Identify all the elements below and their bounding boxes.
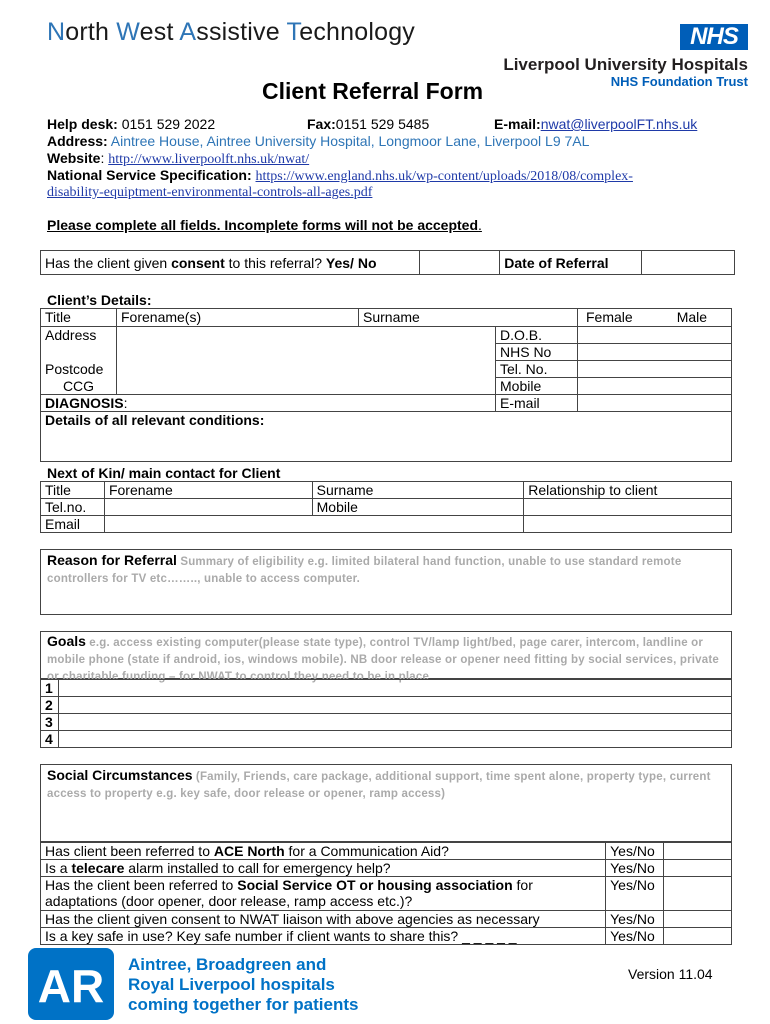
question-pre: Has the client given consent to NWAT liaison with above agencies as necessary [45, 911, 540, 927]
trust-name: Liverpool University Hospitals [503, 55, 748, 74]
goals-box [40, 631, 732, 683]
fax-value: 0151 529 5485 [335, 116, 430, 132]
question-answer[interactable]: Yes/No [606, 928, 664, 945]
goal-field[interactable] [59, 680, 732, 697]
spec-link-cont[interactable]: disability-equiptment-environmental-controls-all-ages.pdf [47, 185, 373, 200]
website-link[interactable]: http://www.liverpoolft.nhs.uk/nwat/ [108, 152, 310, 167]
question-text [41, 877, 606, 911]
kin-title-label: Title [41, 482, 105, 499]
client-email-label: E-mail [496, 395, 578, 412]
question-pre: Is a key safe in use? Key safe number if client wants to share this? _ _ _ _ _ [45, 928, 517, 944]
question-post: alarm installed to call for emergency help? [124, 860, 391, 876]
version-label: Version 11.04 [628, 966, 713, 982]
goal-number: 1 [41, 680, 59, 697]
consent-table [40, 250, 735, 275]
client-gender-cell[interactable] [578, 309, 732, 327]
title-text: orth [65, 18, 117, 46]
goals-hint: e.g. access existing computer(please state type), control TV/lamp light/bed, page carer, intercom, landline or mobile phone (state if android, ios, windows mobile). NB door release or opener need fitting by social services, private or charitable funding – for NWAT to control they need to be in place [47, 637, 719, 683]
address-value: Aintree House, Aintree University Hospital, Longmoor Lane, Liverpool L9 7AL [107, 133, 590, 149]
consent-question [41, 251, 420, 275]
logo-line: coming together for patients [128, 995, 359, 1014]
kin-email-field[interactable] [104, 516, 523, 533]
questions-table [40, 842, 732, 945]
form-title: Client Referral Form [262, 78, 484, 104]
goal-number: 3 [41, 714, 59, 731]
title-letter: A [179, 18, 197, 46]
consent-yes-no[interactable]: Yes/ No [325, 255, 377, 271]
question-pre: Is a [45, 860, 72, 876]
client-postcode-label: Postcode [41, 361, 117, 378]
address-label: Address: [47, 133, 108, 149]
question-text [41, 928, 606, 945]
consent-bold: consent [171, 255, 225, 271]
logo-line: Royal Liverpool hospitals [128, 975, 335, 994]
question-field[interactable] [664, 911, 732, 928]
dob-label: D.O.B. [496, 327, 578, 344]
address-line [47, 133, 589, 149]
social-title: Social Circumstances [47, 767, 193, 783]
logo-line: Aintree, Broadgreen and [128, 955, 327, 974]
client-heading: Client’s Details: [47, 292, 152, 308]
reason-title: Reason for Referral [47, 552, 177, 568]
dob-field[interactable] [578, 327, 732, 344]
ar-logo-icon [28, 948, 114, 1020]
goal-number: 2 [41, 697, 59, 714]
question-field[interactable] [664, 877, 732, 911]
conditions-label: Details of all relevant conditions: [45, 412, 265, 428]
question-pre: Has the client been referred to [45, 877, 238, 893]
question-post: for adaptations (door opener, door release, ramp access etc.)? [45, 877, 533, 909]
question-answer[interactable]: Yes/No [606, 911, 664, 928]
spacer-cell [41, 344, 117, 361]
helpdesk-line [47, 116, 215, 132]
question-field[interactable] [664, 928, 732, 945]
reason-hint: Summary of eligibility e.g. limited bilateral hand function, unable to use standard remote controllers for TV etc…….., unable to access computer. [47, 556, 682, 585]
instruction-text: Please complete all fields. Incomplete forms will not be accepted [47, 217, 479, 233]
question-answer[interactable]: Yes/No [606, 877, 664, 911]
question-bold: Social Service OT or housing association [237, 877, 513, 893]
kin-extra-field[interactable] [524, 516, 732, 533]
website-label: Website [47, 150, 101, 166]
organisation-title [47, 18, 415, 47]
email-label: E-mail: [494, 116, 541, 132]
kin-mobile-label[interactable]: Mobile [312, 499, 524, 516]
goals-title: Goals [47, 633, 86, 649]
goal-field[interactable] [59, 697, 732, 714]
question-answer[interactable]: Yes/No [606, 860, 664, 877]
kin-email-label: Email [41, 516, 105, 533]
kin-table [40, 481, 732, 533]
client-surname-label[interactable]: Surname [359, 309, 578, 327]
email-link[interactable]: nwat@liverpoolFT.nhs.uk [540, 116, 698, 132]
nhs-no-field[interactable] [578, 344, 732, 361]
goal-number: 4 [41, 731, 59, 748]
mobile-field[interactable] [578, 378, 732, 395]
title-text: est [139, 18, 180, 46]
title-letter: T [286, 18, 300, 46]
ar-logo-letters: AR [37, 960, 105, 1012]
question-bold: telecare [71, 860, 125, 876]
question-pre: Has client been referred to [45, 843, 214, 859]
question-field[interactable] [664, 843, 732, 860]
consent-text-post: to this referral? [224, 255, 326, 271]
kin-surname-label[interactable]: Surname [312, 482, 524, 499]
goal-field[interactable] [59, 714, 732, 731]
consent-answer-cell[interactable] [420, 251, 500, 275]
question-text [41, 860, 606, 877]
kin-heading: Next of Kin/ main contact for Client [47, 465, 281, 481]
consent-text: Has the client given [45, 255, 172, 271]
date-of-referral-label: Date of Referral [500, 251, 642, 275]
client-address-label: Address [41, 327, 117, 344]
instruction: Please complete all fields. Incomplete forms will not be accepted. [47, 217, 482, 233]
nhs-no-label: NHS No [496, 344, 578, 361]
trust-subtitle: NHS Foundation Trust [610, 74, 748, 89]
kin-forename-label[interactable]: Forename [104, 482, 312, 499]
client-email-field[interactable] [578, 395, 732, 412]
diagnosis-cell[interactable]: DIAGNOSIS: [41, 395, 496, 412]
title-letter: W [116, 18, 140, 46]
goals-table [40, 679, 732, 748]
title-text: echnology [299, 18, 415, 46]
client-forename-label[interactable]: Forename(s) [117, 309, 359, 327]
kin-tel-label: Tel.no. [41, 499, 105, 516]
date-of-referral-field[interactable] [642, 251, 735, 275]
question-field[interactable] [664, 860, 732, 877]
title-letter: N [47, 18, 66, 46]
ar-logo-text [128, 955, 358, 1015]
spec-link[interactable]: https://www.england.nhs.uk/wp-content/uploads/2018/08/complex- [255, 169, 633, 184]
question-answer[interactable]: Yes/No [606, 843, 664, 860]
client-table [40, 308, 732, 462]
ar-logo-badge [28, 948, 114, 1020]
helpdesk-value: 0151 529 2022 [117, 116, 216, 132]
website-line: Website: http://www.liverpoolft.nhs.uk/nwat/ [47, 150, 310, 167]
title-text: ssistive [196, 18, 287, 46]
question-post: for a Communication Aid? [284, 843, 449, 859]
female-option[interactable]: Female [586, 309, 633, 325]
social-box[interactable] [40, 764, 732, 842]
tel-label: Tel. No. [496, 361, 578, 378]
social-hint: (Family, Friends, care package, additional support, time spent alone, property type, current access to property e.g. key safe, door release or opener, ramp access) [47, 771, 711, 800]
male-option[interactable]: Male [676, 309, 708, 325]
question-text [41, 911, 606, 928]
goal-field[interactable] [59, 731, 732, 748]
kin-relationship-label[interactable]: Relationship to client [524, 482, 732, 499]
question-bold: ACE North [213, 843, 285, 859]
question-text [41, 843, 606, 860]
client-title-label: Title [41, 309, 117, 327]
email-line [494, 116, 697, 132]
spec-line-2 [47, 183, 372, 201]
reason-box[interactable] [40, 549, 732, 615]
spec-label: National Service Specification: [47, 167, 252, 183]
fax-line [307, 116, 429, 132]
conditions-field[interactable] [41, 412, 732, 462]
fax-label: Fax: [307, 116, 336, 132]
helpdesk-label: Help desk: [47, 116, 118, 132]
tel-field[interactable] [578, 361, 732, 378]
client-ccg-label: CCG [41, 378, 117, 395]
kin-mobile-field[interactable] [524, 499, 732, 516]
diagnosis-label: DIAGNOSIS [45, 395, 124, 411]
client-address-field[interactable] [117, 327, 496, 395]
mobile-label: Mobile [496, 378, 578, 395]
nhs-logo: NHS [680, 24, 748, 50]
kin-tel-field[interactable] [104, 499, 312, 516]
